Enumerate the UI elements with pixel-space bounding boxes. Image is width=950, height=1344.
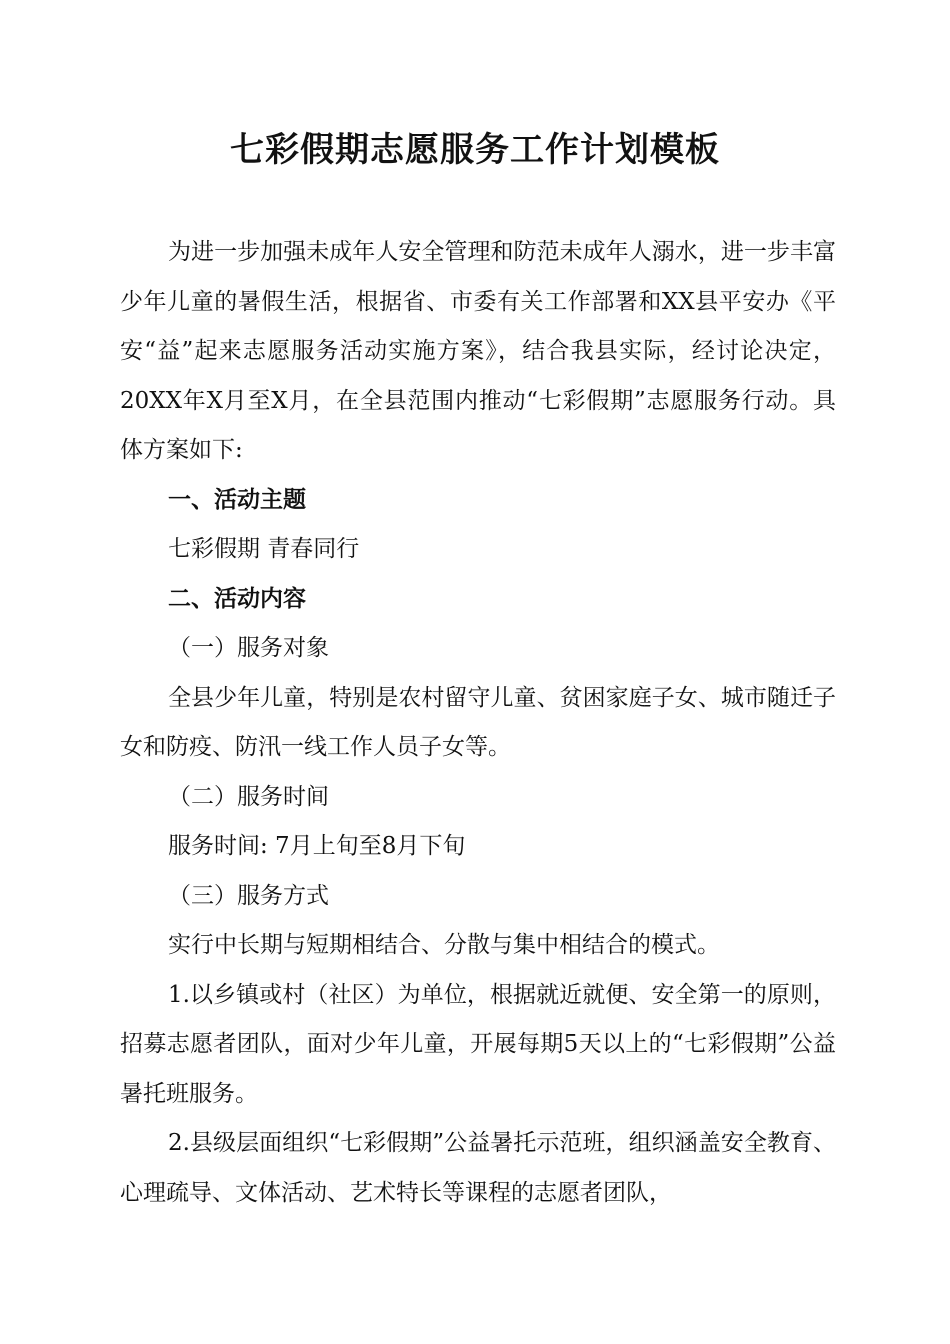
theme-text: 七彩假期 青春同行 — [168, 536, 360, 562]
subheading-service-time: （二）服务时间 — [168, 783, 329, 810]
section-heading-content: 二、活动内容 — [168, 585, 306, 612]
service-target-paragraph: 全县少年儿童，特别是农村留守儿童、贫困家庭子女、城市随迁子女和防疫、防汛一线工作人员子女等。 — [120, 684, 836, 760]
subheading-service-method: （三）服务方式 — [168, 882, 329, 909]
service-method-paragraph: 实行中长期与短期相结合、分散与集中相结合的模式。 — [168, 932, 720, 958]
document-title: 七彩假期志愿服务工作计划模板 — [230, 130, 720, 170]
method-item-2: 2.县级层面组织“七彩假期”公益暑托示范班，组织涵盖安全教育、心理疏导、文体活动、艺术特长等课程的志愿者团队， — [120, 1130, 836, 1206]
service-time-paragraph: 服务时间: 7月上旬至8月下旬 — [168, 833, 466, 859]
section-heading-theme: 一、活动主题 — [168, 486, 306, 513]
intro-paragraph: 为进一步加强未成年人安全管理和防范未成年人溺水，进一步丰富少年儿童的暑假生活，根据省、市委有关工作部署和XX县平安办《平安“益”起来志愿服务活动实施方案》，结合我县实际，经讨论决定，20XX年X月至X月，在全县范围内推动“七彩假期”志愿服务行动。具体方案如下: — [120, 239, 836, 463]
subheading-service-target: （一）服务对象 — [168, 635, 329, 661]
document-body — [120, 228, 836, 1218]
method-item-1: 1.以乡镇或村（社区）为单位，根据就近就便、安全第一的原则，招募志愿者团队，面对少年儿童，开展每期5天以上的“七彩假期”公益暑托班服务。 — [120, 981, 836, 1107]
